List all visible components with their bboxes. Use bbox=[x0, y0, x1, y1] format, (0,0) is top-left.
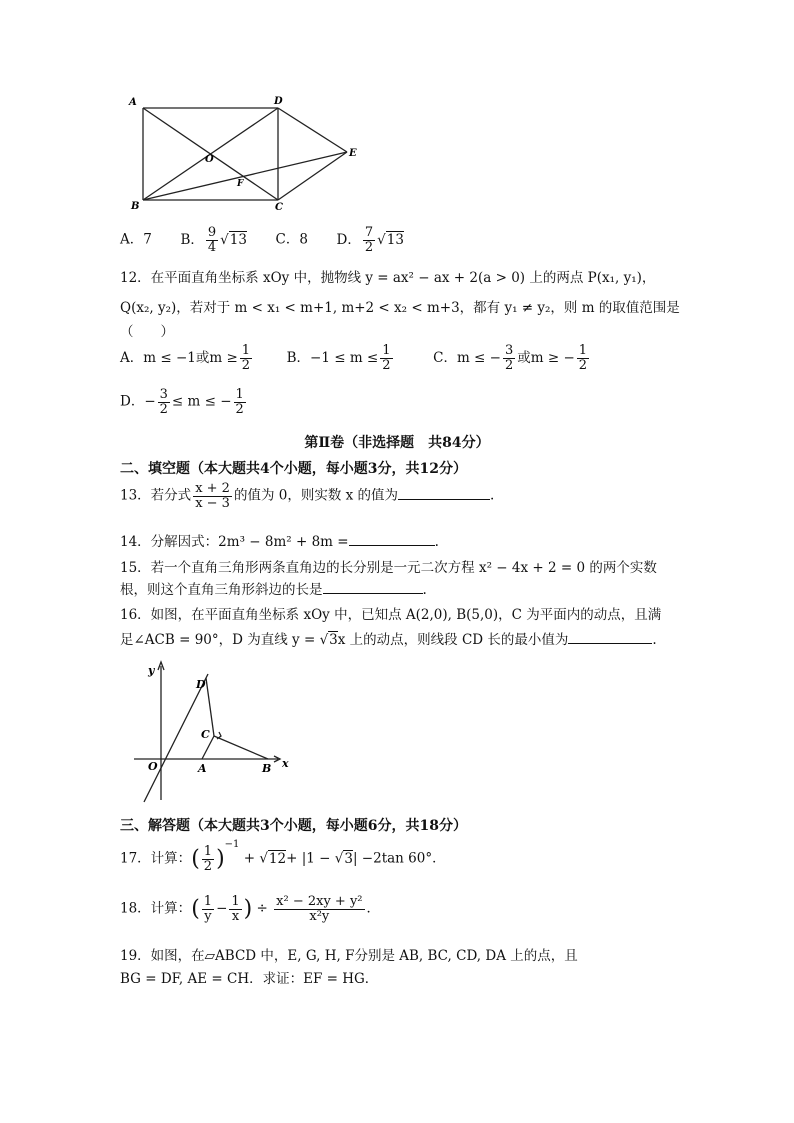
q15-line2: 根，则这个直角三角形斜边的长是 . bbox=[120, 582, 427, 598]
q12-option-c: C．m ≤ − $\frac{3}{2}$ 或m ≥ − $\frac{1}{2}$ bbox=[433, 343, 588, 373]
section2-heading: 二、填空题（本大题共4个小题，每小题3分，共12分） bbox=[120, 461, 467, 477]
q11-option-b: B． $\frac{9}{4}$ √13 bbox=[180, 225, 247, 255]
q14-answer-blank[interactable] bbox=[349, 545, 435, 546]
q12-paren: （ ） bbox=[120, 324, 174, 340]
label-O: O bbox=[148, 760, 158, 773]
q13-answer-blank[interactable] bbox=[398, 499, 490, 500]
q11-figure bbox=[125, 92, 370, 217]
label-E: E bbox=[349, 148, 357, 159]
label-A: A bbox=[198, 762, 207, 775]
q19-line1: 19．如图，在▱ABCD 中，E, G, H, F分别是 AB, BC, CD, DA 上的点，且 bbox=[120, 948, 578, 964]
q18: 18．计算：( $\frac{1}{y}$ − $\frac{1}{x}$ ) ÷ $\frac{\text{x² − 2xy + y²}}{\text{x²y}}$ ． bbox=[120, 894, 381, 924]
q16-answer-blank[interactable] bbox=[568, 643, 652, 644]
q11-option-a: A．7 bbox=[120, 231, 152, 248]
q19-line2: BG = DF, AE = CH．求证：EF = HG． bbox=[120, 971, 379, 987]
label-B: B bbox=[131, 201, 140, 212]
q11-options bbox=[120, 226, 404, 254]
q16-figure bbox=[128, 656, 298, 806]
q12-line1: 12．在平面直角坐标系 xOy 中，抛物线 y = ax² − ax + 2(a > 0) 上的两点 P(x₁, y₁)， bbox=[120, 270, 656, 286]
section3-heading: 三、解答题（本大题共3个小题，每小题6分，共18分） bbox=[120, 818, 467, 834]
q14: 14．分解因式：2m³ − 8m² + 8m = . bbox=[120, 534, 439, 550]
q11-option-d: D． $\frac{7}{2}$ √13 bbox=[336, 225, 404, 255]
q12-line2: Q(x₂, y₂)，若对于 m < x₁ < m+1, m+2 < x₂ < m+3，都有 y₁ ≠ y₂，则 m 的取值范围是 bbox=[120, 300, 680, 316]
q16-line2: 足∠ACB = 90°，D 为直线 y = √3x 上的动点，则线段 CD 长的最小值为 . bbox=[120, 632, 657, 648]
q12-option-b: B．−1 ≤ m ≤ $\frac{1}{2}$ bbox=[286, 343, 391, 373]
label-C: C bbox=[275, 202, 283, 213]
q12-option-d: D．− $\frac{3}{2}$ ≤ m ≤ − $\frac{1}{2}$ bbox=[120, 387, 244, 417]
label-A: A bbox=[129, 97, 137, 108]
q12-options-row1 bbox=[120, 344, 591, 372]
q17: 17．计算：( $\frac{1}{2}$ )$^{-1}$ + √12+ |1 − √3| −2tan 60°． bbox=[120, 839, 446, 874]
section2-title: 第Ⅱ卷（非选择题 共84分） bbox=[304, 435, 490, 451]
axis-label-x: x bbox=[282, 757, 289, 770]
label-D: D bbox=[196, 678, 206, 691]
axis-label-y: y bbox=[148, 664, 155, 677]
label-O: O bbox=[205, 154, 214, 165]
q11-option-c: C．8 bbox=[275, 231, 308, 248]
q13: 13．若分式 $\frac{x + 2}{x - 3}$ 的值为 0，则实数 x 的值为 . bbox=[120, 481, 495, 511]
label-D: D bbox=[274, 96, 283, 107]
label-B: B bbox=[262, 762, 272, 775]
q12-option-a: A．m ≤ −1或m ≥ $\frac{1}{2}$ bbox=[120, 343, 251, 373]
label-C: C bbox=[201, 728, 210, 741]
q16-line1: 16．如图，在平面直角坐标系 xOy 中，已知点 A(2,0), B(5,0)，C 为平面内的动点，且满 bbox=[120, 607, 662, 623]
q15-line1: 15．若一个直角三角形两条直角边的长分别是一元二次方程 x² − 4x + 2 = 0 的两个实数 bbox=[120, 560, 657, 576]
q15-answer-blank[interactable] bbox=[323, 593, 423, 594]
label-F: F bbox=[237, 179, 244, 189]
